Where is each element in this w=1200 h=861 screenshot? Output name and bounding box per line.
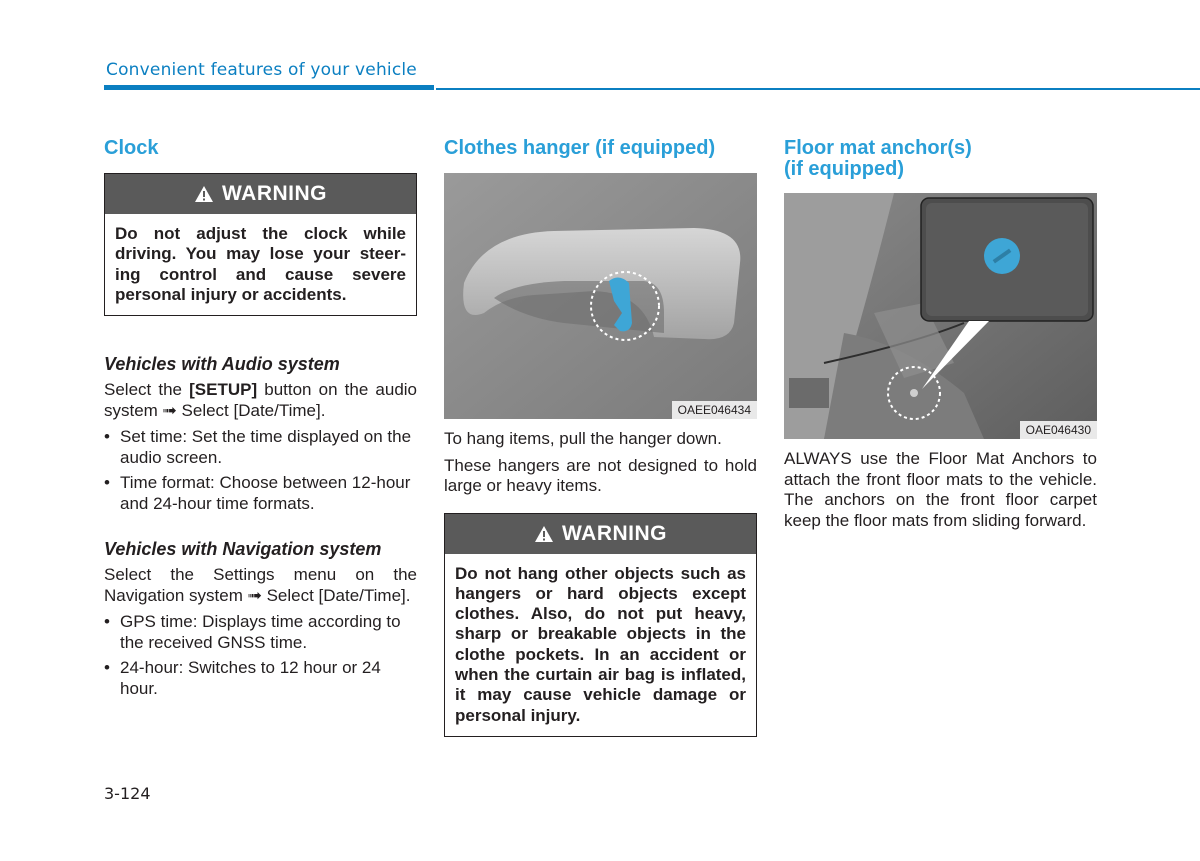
figure-code: OAEE046434 (672, 401, 757, 419)
hanger-figure (444, 173, 757, 419)
running-header: Convenient features of your vehicle (106, 60, 417, 80)
setup-button-ref: [SETUP] (189, 380, 258, 400)
hanger-section-title: Clothes hanger (if equipped) (444, 137, 716, 159)
audio-intro-post: button on the audio system ➟ Select [Date/Time]. (104, 380, 418, 420)
warning-triangle-icon (194, 185, 214, 203)
floormat-title-line2: (if equipped) (784, 158, 904, 180)
nav-subtitle: Vehicles with Navigation system (104, 539, 382, 560)
list-item: • 24-hour: Switches to 12 hour or 24 hour. (104, 658, 417, 699)
warning-label: WARNING (222, 182, 327, 205)
warning-text: Do not adjust the clock while driving. You may lose your steer-ing control and cause severe personal injury or accidents. (115, 224, 406, 304)
floormat-figure (784, 193, 1097, 439)
audio-bullets (104, 427, 417, 514)
list-item: • Time format: Choose between 12-hour and 24-hour time formats. (104, 473, 417, 514)
hanger-warning-box (444, 513, 757, 737)
clock-section-title: Clock (104, 137, 159, 159)
floormat-section-title (784, 138, 1097, 180)
nav-intro: Select the Settings menu on the Navigation system ➟ Select [Date/Time]. (104, 565, 417, 605)
clothes-hanger-illustration (444, 173, 757, 419)
clock-warning-box (104, 173, 417, 316)
warning-header (445, 514, 756, 554)
hanger-p1: To hang items, pull the hanger down. (444, 429, 722, 448)
floormat-p1: ALWAYS use the Floor Mat Anchors to attach the front floor mats to the vehicle. The anchors on the front floor carpet keep the floor mats from sliding forward. (784, 449, 1097, 530)
floor-mat-anchor-illustration (784, 193, 1097, 439)
floormat-column (784, 138, 1097, 537)
hanger-column (444, 138, 757, 737)
page-number: 3-124 (104, 784, 151, 803)
clock-column (104, 138, 417, 704)
warning-label: WARNING (562, 521, 667, 545)
list-item: • GPS time: Displays time according to the received GNSS time. (104, 612, 417, 653)
figure-code: OAE046430 (1020, 421, 1097, 439)
nav-bullets (104, 612, 417, 699)
header-rule-thin (436, 88, 1200, 90)
warning-header (105, 174, 416, 214)
audio-subtitle: Vehicles with Audio system (104, 354, 340, 375)
audio-intro (104, 380, 417, 421)
floormat-title-line1: Floor mat anchor(s) (784, 137, 972, 159)
list-item: • Set time: Set the time displayed on the audio screen. (104, 427, 417, 468)
hanger-p2: These hangers are not designed to hold large or heavy items. (444, 455, 757, 495)
audio-intro-pre: Select the (104, 380, 190, 400)
warning-triangle-icon (534, 525, 554, 543)
header-rule-thick (104, 85, 434, 90)
warning-text: Do not hang other objects such as hangers or hard objects except clothes. Also, do not put heavy, sharp or breakable objects in the clothe pockets. In an accident or when the curtain air bag is inflated, it may cause vehicle damage or personal injury. (455, 563, 746, 725)
